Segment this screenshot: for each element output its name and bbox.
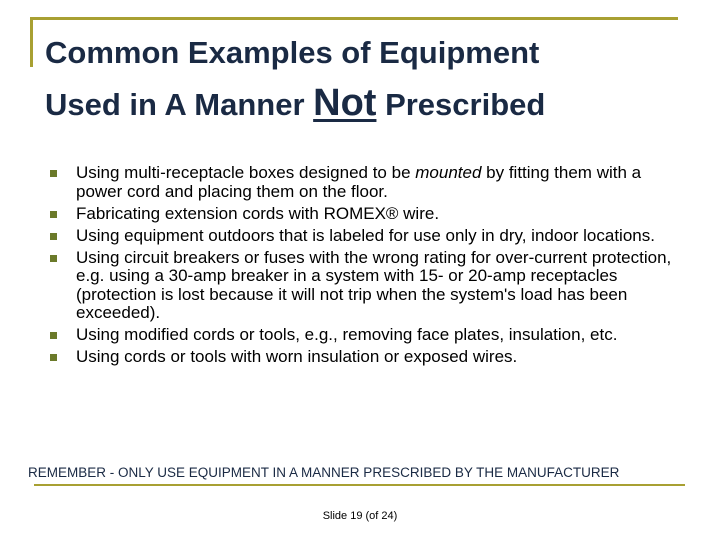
list-item bbox=[50, 249, 690, 323]
slide-number: Slide 19 (of 24) bbox=[322, 510, 398, 522]
bullet-text: Using circuit breakers or fuses with the wrong rating for over-current protection, e.g. using a 30-amp breaker in a system with 15- or 20-amp receptacles (protection is lost because it will not trip when the system's load has been exceeded). bbox=[76, 247, 672, 322]
slide-title bbox=[45, 28, 685, 130]
list-item bbox=[50, 227, 690, 246]
list-item bbox=[50, 348, 690, 367]
list-item bbox=[50, 205, 690, 224]
square-bullet-icon bbox=[50, 354, 57, 361]
square-bullet-icon bbox=[50, 332, 57, 339]
bullet-list bbox=[50, 164, 690, 370]
bullet-text-start: Using multi-receptacle boxes designed to be bbox=[76, 163, 416, 182]
title-frame-top-rule bbox=[30, 17, 678, 20]
square-bullet-icon bbox=[50, 170, 57, 177]
list-item bbox=[50, 326, 690, 345]
title-line-2-start: Used in A Manner bbox=[45, 87, 314, 122]
reminder-note: REMEMBER - ONLY USE EQUIPMENT IN A MANNER PRESCRIBED BY THE MANUFACTURER bbox=[28, 465, 620, 480]
title-emphasis-not: Not bbox=[313, 82, 377, 124]
reminder-underline-rule bbox=[34, 484, 685, 486]
bullet-text-end: by fitting them with a power cord and placing them on the floor. bbox=[76, 163, 642, 201]
square-bullet-icon bbox=[50, 233, 57, 240]
bullet-text: Using cords or tools with worn insulation or exposed wires. bbox=[76, 347, 518, 366]
title-frame-left-rule bbox=[30, 17, 33, 67]
square-bullet-icon bbox=[50, 255, 57, 262]
bullet-text-emphasis: mounted bbox=[415, 163, 482, 182]
bullet-text: Fabricating extension cords with ROMEX® wire. bbox=[76, 203, 440, 223]
title-line-2-end: Prescribed bbox=[376, 87, 546, 122]
list-item bbox=[50, 164, 690, 201]
bullet-text: Using equipment outdoors that is labeled for use only in dry, indoor locations. bbox=[76, 225, 655, 245]
square-bullet-icon bbox=[50, 211, 57, 218]
bullet-text: Using modified cords or tools, e.g., removing face plates, insulation, etc. bbox=[76, 325, 618, 344]
title-line-1: Common Examples of Equipment bbox=[45, 35, 540, 70]
